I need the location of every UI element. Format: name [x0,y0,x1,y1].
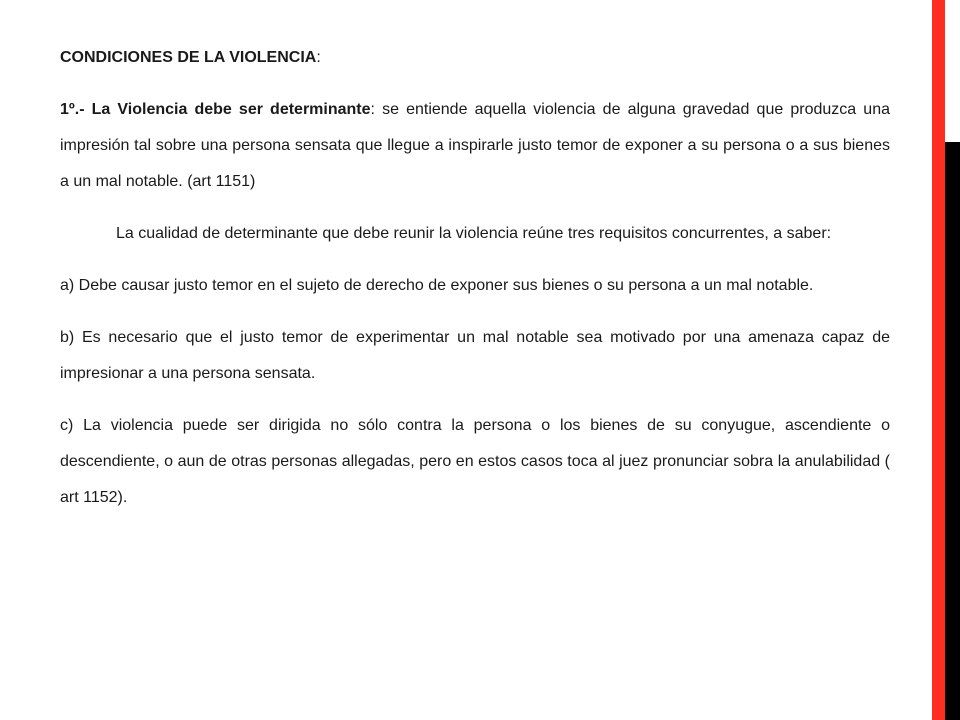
requirement-a: a) Debe causar justo temor en el sujeto de derecho de exponer sus bienes o su persona a un mal notable. [60,277,814,294]
point-1-heading: 1º.- La Violencia debe ser determinante [60,101,371,118]
title-colon: : [316,49,321,66]
point-1 [60,92,890,200]
requirement-b: b) Es necesario que el justo temor de experimentar un mal notable sea motivado por una amenaza capaz de impresionar a una persona sensata. [60,329,890,382]
slide-body [60,40,890,532]
point-1-text: : se entiende aquella violencia de alguna gravedad que produzca una impresión tal sobre una persona sensata que llegue a inspirarle justo temor de exponer a su persona o a sus bienes a un mal notable. (art 1151) [60,101,890,190]
accent-bar-gap [945,0,960,142]
requirement-c: c) La violencia puede ser dirigida no sólo contra la persona o los bienes de su conyugue, ascendiente o descendiente, o aun de otras personas allegadas, pero en estos casos toca al juez pronunciar sobra la anulabilidad ( art 1152). [60,417,890,506]
title-text: CONDICIONES DE LA VIOLENCIA [60,49,317,66]
slide-title [60,40,890,76]
accent-bar-red [932,0,945,720]
requirements-intro: La cualidad de determinante que debe reunir la violencia reúne tres requisitos concurrentes, a saber: [116,225,832,242]
